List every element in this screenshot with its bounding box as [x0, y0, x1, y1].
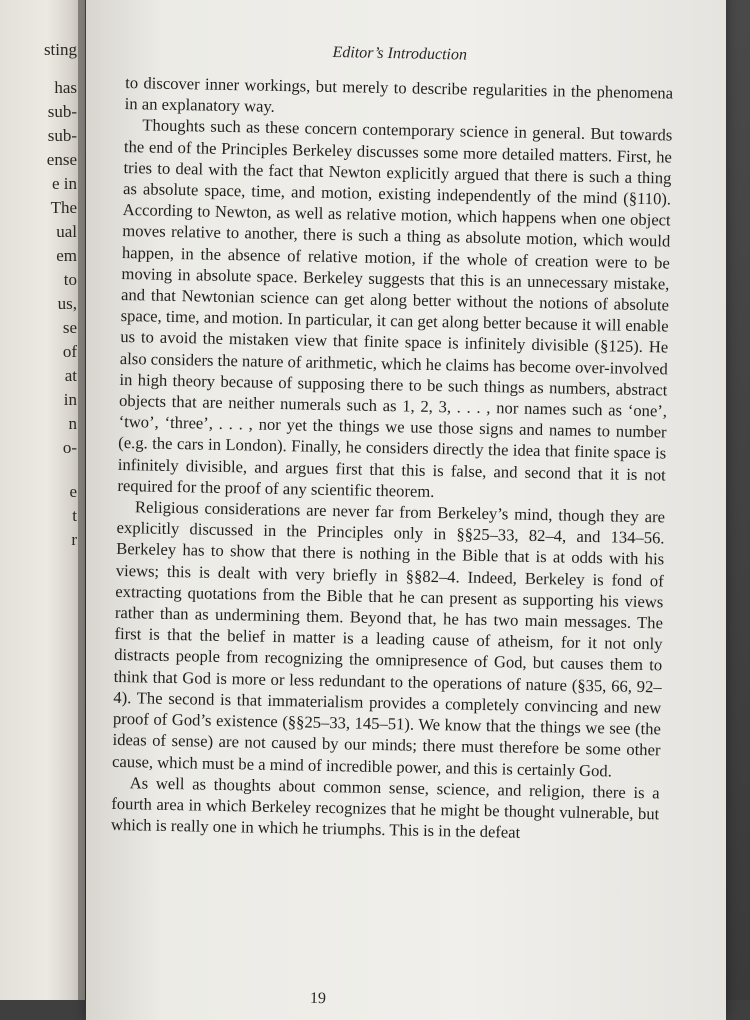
- paragraph: Religious considerations are never far from Berkeley’s mind, though they are explicitly discussed in the Principles only in §§25–33, 82–4, and 134–56. Berkeley has to show that there is nothing in the Bible that is at odds with his views; this is dealt with very briefly in §§82–4. Indeed, Berkeley is fond of extracting quotations from the Bible that he can present as supporting his views rather than as undermining them. Beyond that, he has two main messages. The first is that the belief in matter is a leading cause of atheism, for it not only distracts people from recognizing the omnipresence of God, but causes them to think that God is more or less redundant to the operations of nature (§35, 66, 92–4). The second is that immaterialism provides a completely convincing and new proof of God’s existence (§§25–33, 145–51). We know that the things we see (the ideas of sense) are not caused by our minds; there must therefore be some other cause, which must be a mind of incredible power, and this is certainly God.: [111, 497, 666, 780]
- facing-page-fragment: to: [63, 270, 77, 289]
- page-content: [111, 40, 674, 846]
- facing-page-fragment: in: [63, 390, 77, 409]
- facing-page-fragment: e: [69, 482, 77, 501]
- paragraph: Thoughts such as these concern contemporary science in general. But towards the end of the Principles Berkeley discusses some more detailed matters. First, he tries to deal with the fact that Newton explicitly argued that there is such a thing as absolute space, time, and motion, existing independently of the mind (§110). According to Newton, as well as relative motion, which happens when one object moves relative to another, there is such a thing as absolute motion, which would happen, in the absence of relative motion, if the whole of creation were to be moving in absolute space. Berkeley suggests that this is an unnecessary mistake, and that Newtonian science can get along better without the notions of absolute space, time, and motion. In particular, it can get along better because it will enable us to avoid the mistaken view that finite space is infinitely divisible (§125). He also considers the nature of arithmetic, which he claims has become over-involved in high theory because of supposing there to be such things as numbers, abstract objects that are neither numerals such as 1, 2, 3, . . . , nor names such as ‘one’, ‘two’, ‘three’, . . . , nor yet the things we use those signs and names to number (e.g. the cars in London). Finally, he considers directly the idea that finite space is infinitely divisible, and argues first that this is false, and second that it is not required for the proof of any scientific theorem.: [117, 115, 673, 501]
- page-number: 19: [309, 989, 327, 1008]
- facing-page-fragment: ual: [56, 222, 77, 241]
- facing-page-fragment: The: [50, 198, 77, 217]
- body-text: [111, 72, 674, 846]
- facing-page-fragment: of: [62, 342, 77, 361]
- facing-page-fragment: at: [64, 366, 77, 385]
- facing-page-fragment: has: [54, 78, 77, 97]
- facing-page-fragment: sub-: [47, 102, 77, 121]
- facing-page-fragment: em: [56, 246, 77, 265]
- facing-page-fragment: se: [62, 318, 77, 337]
- facing-page-fragment: n: [68, 414, 77, 433]
- running-head: Editor’s Introduction: [332, 43, 468, 64]
- facing-page-fragment: o-: [62, 438, 77, 457]
- facing-page-fragment: t: [72, 506, 77, 525]
- facing-page-fragment: ense: [46, 150, 77, 169]
- paragraph: As well as thoughts about common sense, science, and religion, there is a fourth area in which Berkeley recognizes that he might be thought vulnerable, but which is really one in which he triumphs. This is in the defeat: [110, 772, 660, 842]
- facing-page-fragment: sting: [43, 40, 77, 59]
- facing-page-fragment: e in: [51, 174, 77, 193]
- book-page: [86, 0, 726, 1020]
- facing-page-fragment: r: [71, 530, 77, 549]
- facing-page-fragment: us,: [57, 294, 77, 313]
- facing-page-fragment: sub-: [47, 126, 77, 145]
- facing-page-edge: [0, 0, 85, 1000]
- paragraph: to discover inner workings, but merely to describe regularities in the phenomena in an explanatory way.: [124, 72, 674, 117]
